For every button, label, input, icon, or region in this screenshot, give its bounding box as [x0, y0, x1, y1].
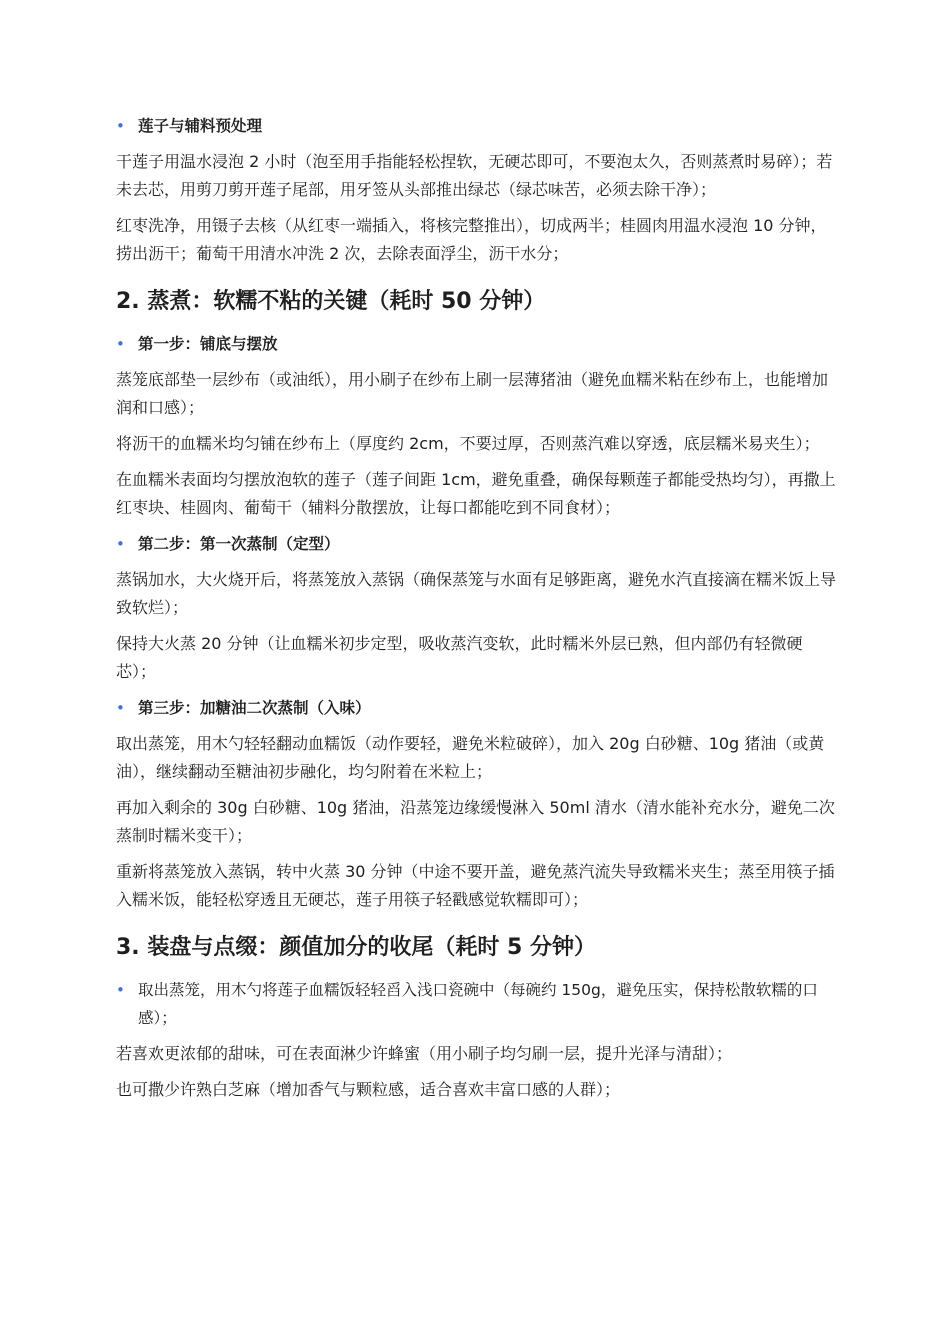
- section-heading: 3. 装盘与点缀：颜值加分的收尾（耗时 5 分钟）: [116, 935, 596, 960]
- bullet-text: 第三步：加糖油二次蒸制（入味）: [138, 699, 371, 717]
- paragraph: 蒸锅加水，大火烧开后，将蒸笼放入蒸锅（确保蒸笼与水面有足够距离，避免水汽直接滴在糯米饭上导致软烂）；: [116, 570, 837, 617]
- paragraph: 将沥干的血糯米均匀铺在纱布上（厚度约 2cm，不要过厚，否则蒸汽难以穿透，底层糯米易夹生）；: [116, 434, 820, 453]
- bullet-dot-icon: •: [116, 335, 125, 353]
- bullet-item: [116, 694, 840, 722]
- paragraph: 再加入剩余的 30g 白砂糖、10g 猪油，沿蒸笼边缘缓慢淋入 50ml 清水（清水能补充水分，避免二次蒸制时糯米变干）；: [116, 798, 835, 845]
- bullet-dot-icon: •: [116, 117, 125, 135]
- paragraph: 红枣洗净，用镊子去核（从红枣一端插入，将核完整推出），切成两半；桂圆肉用温水浸泡 10 分钟，捞出沥干；葡萄干用清水冲洗 2 次，去除表面浮尘，沥干水分；: [116, 216, 827, 263]
- bullet-item: [116, 976, 840, 1032]
- bullet-dot-icon: •: [116, 699, 125, 717]
- bullet-text: 取出蒸笼，用木勺将莲子血糯饭轻轻舀入浅口瓷碗中（每碗约 150g，避免压实，保持松散软糯的口感）；: [138, 981, 818, 1027]
- bullet-item: [116, 530, 840, 558]
- bullet-text: 第一步：铺底与摆放: [138, 335, 278, 353]
- bullet-text: 莲子与辅料预处理: [138, 117, 263, 135]
- paragraph: 若喜欢更浓郁的甜味，可在表面淋少许蜂蜜（用小刷子均匀刷一层，提升光泽与清甜）；: [116, 1044, 733, 1063]
- paragraph: 干莲子用温水浸泡 2 小时（泡至用手指能轻松捏软，无硬芯即可，不要泡太久，否则蒸煮时易碎）；若未去芯，用剪刀剪开莲子尾部，用牙签从头部推出绿芯（绿芯味苦，必须去除干净）；: [116, 152, 833, 199]
- bullet-text: 第二步：第一次蒸制（定型）: [138, 535, 340, 553]
- paragraph: 重新将蒸笼放入蒸锅，转中火蒸 30 分钟（中途不要开盖，避免蒸汽流失导致糯米夹生；蒸至用筷子插入糯米饭，能轻松穿透且无硬芯，莲子用筷子轻戳感觉软糯即可）；: [116, 862, 835, 909]
- paragraph: 保持大火蒸 20 分钟（让血糯米初步定型，吸收蒸汽变软，此时糯米外层已熟，但内部仍有轻微硬芯）；: [116, 634, 803, 681]
- section-heading: 2. 蒸煮：软糯不粘的关键（耗时 50 分钟）: [116, 289, 546, 314]
- document-page: [116, 112, 840, 1112]
- bullet-dot-icon: •: [116, 981, 125, 999]
- paragraph: 在血糯米表面均匀摆放泡软的莲子（莲子间距 1cm，避免重叠，确保每颗莲子都能受热均匀），再撒上红枣块、桂圆肉、葡萄干（辅料分散摆放，让每口都能吃到不同食材）；: [116, 470, 836, 517]
- paragraph: 蒸笼底部垫一层纱布（或油纸），用小刷子在纱布上刷一层薄猪油（避免血糯米粘在纱布上，也能增加润和口感）；: [116, 370, 829, 417]
- bullet-item: [116, 330, 840, 358]
- paragraph: 取出蒸笼，用木勺轻轻翻动血糯饭（动作要轻，避免米粒破碎），加入 20g 白砂糖、10g 猪油（或黄油），继续翻动至糖油初步融化，均匀附着在米粒上；: [116, 734, 825, 781]
- paragraph: 也可撒少许熟白芝麻（增加香气与颗粒感，适合喜欢丰富口感的人群）；: [116, 1080, 621, 1099]
- bullet-dot-icon: •: [116, 535, 125, 553]
- bullet-item: [116, 112, 840, 140]
